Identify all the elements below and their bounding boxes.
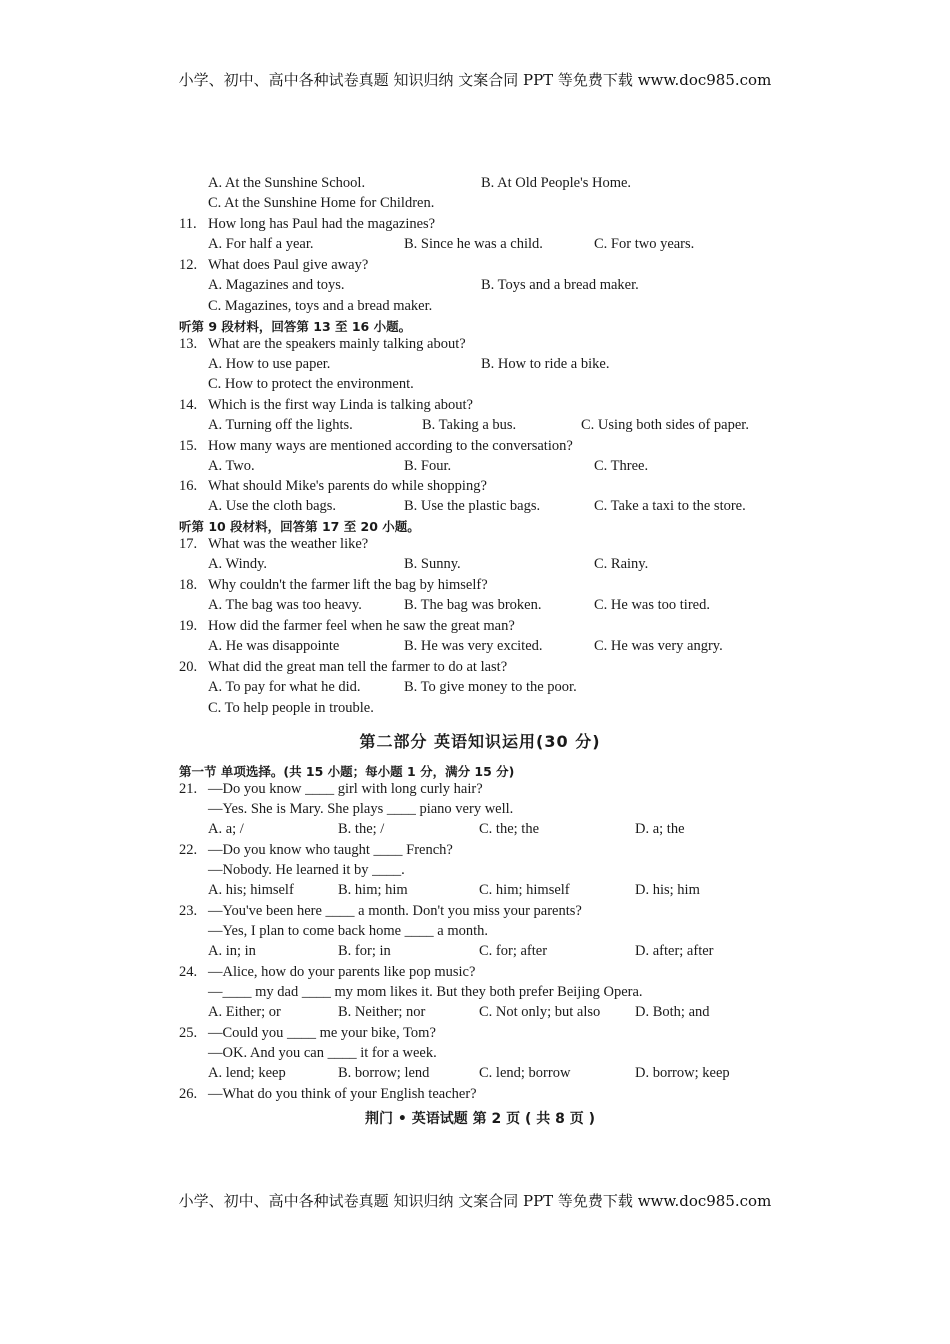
question-number: 12. xyxy=(179,257,198,273)
option-d: D. after; after xyxy=(635,943,714,959)
question-number: 16. xyxy=(179,478,198,494)
option-d: D. Both; and xyxy=(635,1004,710,1020)
question-line-2: —Nobody. He learned it by ____. xyxy=(208,862,405,878)
option-c: C. Three. xyxy=(594,458,649,474)
option-b: B. Neither; nor xyxy=(338,1004,426,1020)
option-d: D. his; him xyxy=(635,882,700,898)
option-a: A. Use the cloth bags. xyxy=(208,498,337,514)
option-a: A. How to use paper. xyxy=(208,356,331,372)
option-b: B. Taking a bus. xyxy=(422,417,517,433)
question-line-1: —Do you know ____ girl with long curly hair? xyxy=(208,781,483,797)
question-line-1: —You've been here ____ a month. Don't you miss your parents? xyxy=(208,903,582,919)
option-a: A. The bag was too heavy. xyxy=(208,597,362,613)
option-a: A. lend; keep xyxy=(208,1065,286,1081)
option-b: B. Four. xyxy=(404,458,452,474)
option-a: A. in; in xyxy=(208,943,256,959)
question-number: 11. xyxy=(179,216,197,232)
question-stem: How long has Paul had the magazines? xyxy=(208,216,436,232)
option-a: A. To pay for what he did. xyxy=(208,679,361,695)
option-a: A. Either; or xyxy=(208,1004,281,1020)
header-banner: 小学、初中、高中各种试卷真题 知识归纳 文案合同 PPT 等免费下载 www.doc985.com xyxy=(178,71,772,89)
question-stem: How many ways are mentioned according to the conversation? xyxy=(208,438,573,454)
option-c: C. Rainy. xyxy=(594,556,649,572)
question-line-2: —Yes. She is Mary. She plays ____ piano very well. xyxy=(208,801,514,817)
question-line-2: —Yes, I plan to come back home ____ a month. xyxy=(208,923,489,939)
question-number: 13. xyxy=(179,336,198,352)
option-b: B. him; him xyxy=(338,882,408,898)
q10-option-a: A. At the Sunshine School. xyxy=(208,175,366,191)
question-stem: What should Mike's parents do while shopping? xyxy=(208,478,487,494)
question-stem: What are the speakers mainly talking about? xyxy=(208,336,466,352)
option-b: B. Sunny. xyxy=(404,556,461,572)
part-two-title: 第二部分 英语知识运用(30 分) xyxy=(359,732,601,751)
question-stem: What does Paul give away? xyxy=(208,257,369,273)
question-stem: What did the great man tell the farmer to do at last? xyxy=(208,659,508,675)
option-b: B. borrow; lend xyxy=(338,1065,430,1081)
question-number: 22. xyxy=(179,842,198,858)
page-footer: 荆门 • 英语试题 第 2 页 ( 共 8 页 ) xyxy=(365,1111,595,1127)
listening-note-10: 听第 10 段材料，回答第 17 至 20 小题。 xyxy=(179,519,420,534)
option-c: C. the; the xyxy=(479,821,540,837)
option-d: D. a; the xyxy=(635,821,685,837)
question-number: 21. xyxy=(179,781,198,797)
option-c: C. Not only; but also xyxy=(479,1004,601,1020)
question-number: 19. xyxy=(179,618,198,634)
question-number: 15. xyxy=(179,438,198,454)
option-b: B. for; in xyxy=(338,943,391,959)
question-line-1: —Alice, how do your parents like pop music? xyxy=(208,964,476,980)
option-a: A. his; himself xyxy=(208,882,294,898)
option-d: D. borrow; keep xyxy=(635,1065,730,1081)
option-b: B. How to ride a bike. xyxy=(481,356,610,372)
footer-banner: 小学、初中、高中各种试卷真题 知识归纳 文案合同 PPT 等免费下载 www.doc985.com xyxy=(178,1192,772,1210)
question-stem: What was the weather like? xyxy=(208,536,369,552)
question-stem: Which is the first way Linda is talking about? xyxy=(208,397,473,413)
option-a: A. Turning off the lights. xyxy=(208,417,353,433)
exam-page-scan xyxy=(175,168,785,1130)
option-a: A. Two. xyxy=(208,458,255,474)
question-number: 20. xyxy=(179,659,198,675)
question-number: 17. xyxy=(179,536,198,552)
option-b: B. To give money to the poor. xyxy=(404,679,577,695)
option-c: C. Magazines, toys and a bread maker. xyxy=(208,298,433,314)
option-a: A. For half a year. xyxy=(208,236,314,252)
option-c: C. Using both sides of paper. xyxy=(581,417,749,433)
option-c: C. How to protect the environment. xyxy=(208,376,414,392)
question-line-2: —OK. And you can ____ it for a week. xyxy=(208,1045,437,1061)
question-stem: Why couldn't the farmer lift the bag by himself? xyxy=(208,577,488,593)
question-number: 24. xyxy=(179,964,198,980)
listening-note-9: 听第 9 段材料，回答第 13 至 16 小题。 xyxy=(179,319,412,334)
question-stem: How did the farmer feel when he saw the great man? xyxy=(208,618,515,634)
question-number: 26. xyxy=(179,1086,198,1102)
question-line-1: —Do you know who taught ____ French? xyxy=(208,842,453,858)
option-c: C. lend; borrow xyxy=(479,1065,571,1081)
option-c: C. for; after xyxy=(479,943,548,959)
question-number: 18. xyxy=(179,577,198,593)
section-one-heading: 第一节 单项选择。(共 15 小题；每小题 1 分，满分 15 分) xyxy=(179,764,515,779)
question-number: 25. xyxy=(179,1025,198,1041)
option-c: C. He was very angry. xyxy=(594,638,723,654)
q10-option-c: C. At the Sunshine Home for Children. xyxy=(208,195,435,211)
option-c: C. Take a taxi to the store. xyxy=(594,498,746,514)
question-line-1: —Could you ____ me your bike, Tom? xyxy=(208,1025,436,1041)
option-b: B. The bag was broken. xyxy=(404,597,542,613)
option-b: B. Since he was a child. xyxy=(404,236,543,252)
question-line-2: —____ my dad ____ my mom likes it. But they both prefer Beijing Opera. xyxy=(208,984,643,1000)
option-a: A. a; / xyxy=(208,821,244,837)
option-c: C. him; himself xyxy=(479,882,570,898)
q10-option-b: B. At Old People's Home. xyxy=(481,175,632,191)
question-number: 23. xyxy=(179,903,198,919)
option-c: C. For two years. xyxy=(594,236,695,252)
option-a: A. Windy. xyxy=(208,556,268,572)
question-number: 14. xyxy=(179,397,198,413)
option-a: A. He was disappointe xyxy=(208,638,340,654)
option-b: B. He was very excited. xyxy=(404,638,543,654)
option-a: A. Magazines and toys. xyxy=(208,277,345,293)
question-stem: —What do you think of your English teacher? xyxy=(208,1086,477,1102)
option-b: B. Use the plastic bags. xyxy=(404,498,541,514)
option-c: C. To help people in trouble. xyxy=(208,700,374,716)
option-b: B. the; / xyxy=(338,821,385,837)
option-c: C. He was too tired. xyxy=(594,597,710,613)
option-b: B. Toys and a bread maker. xyxy=(481,277,639,293)
